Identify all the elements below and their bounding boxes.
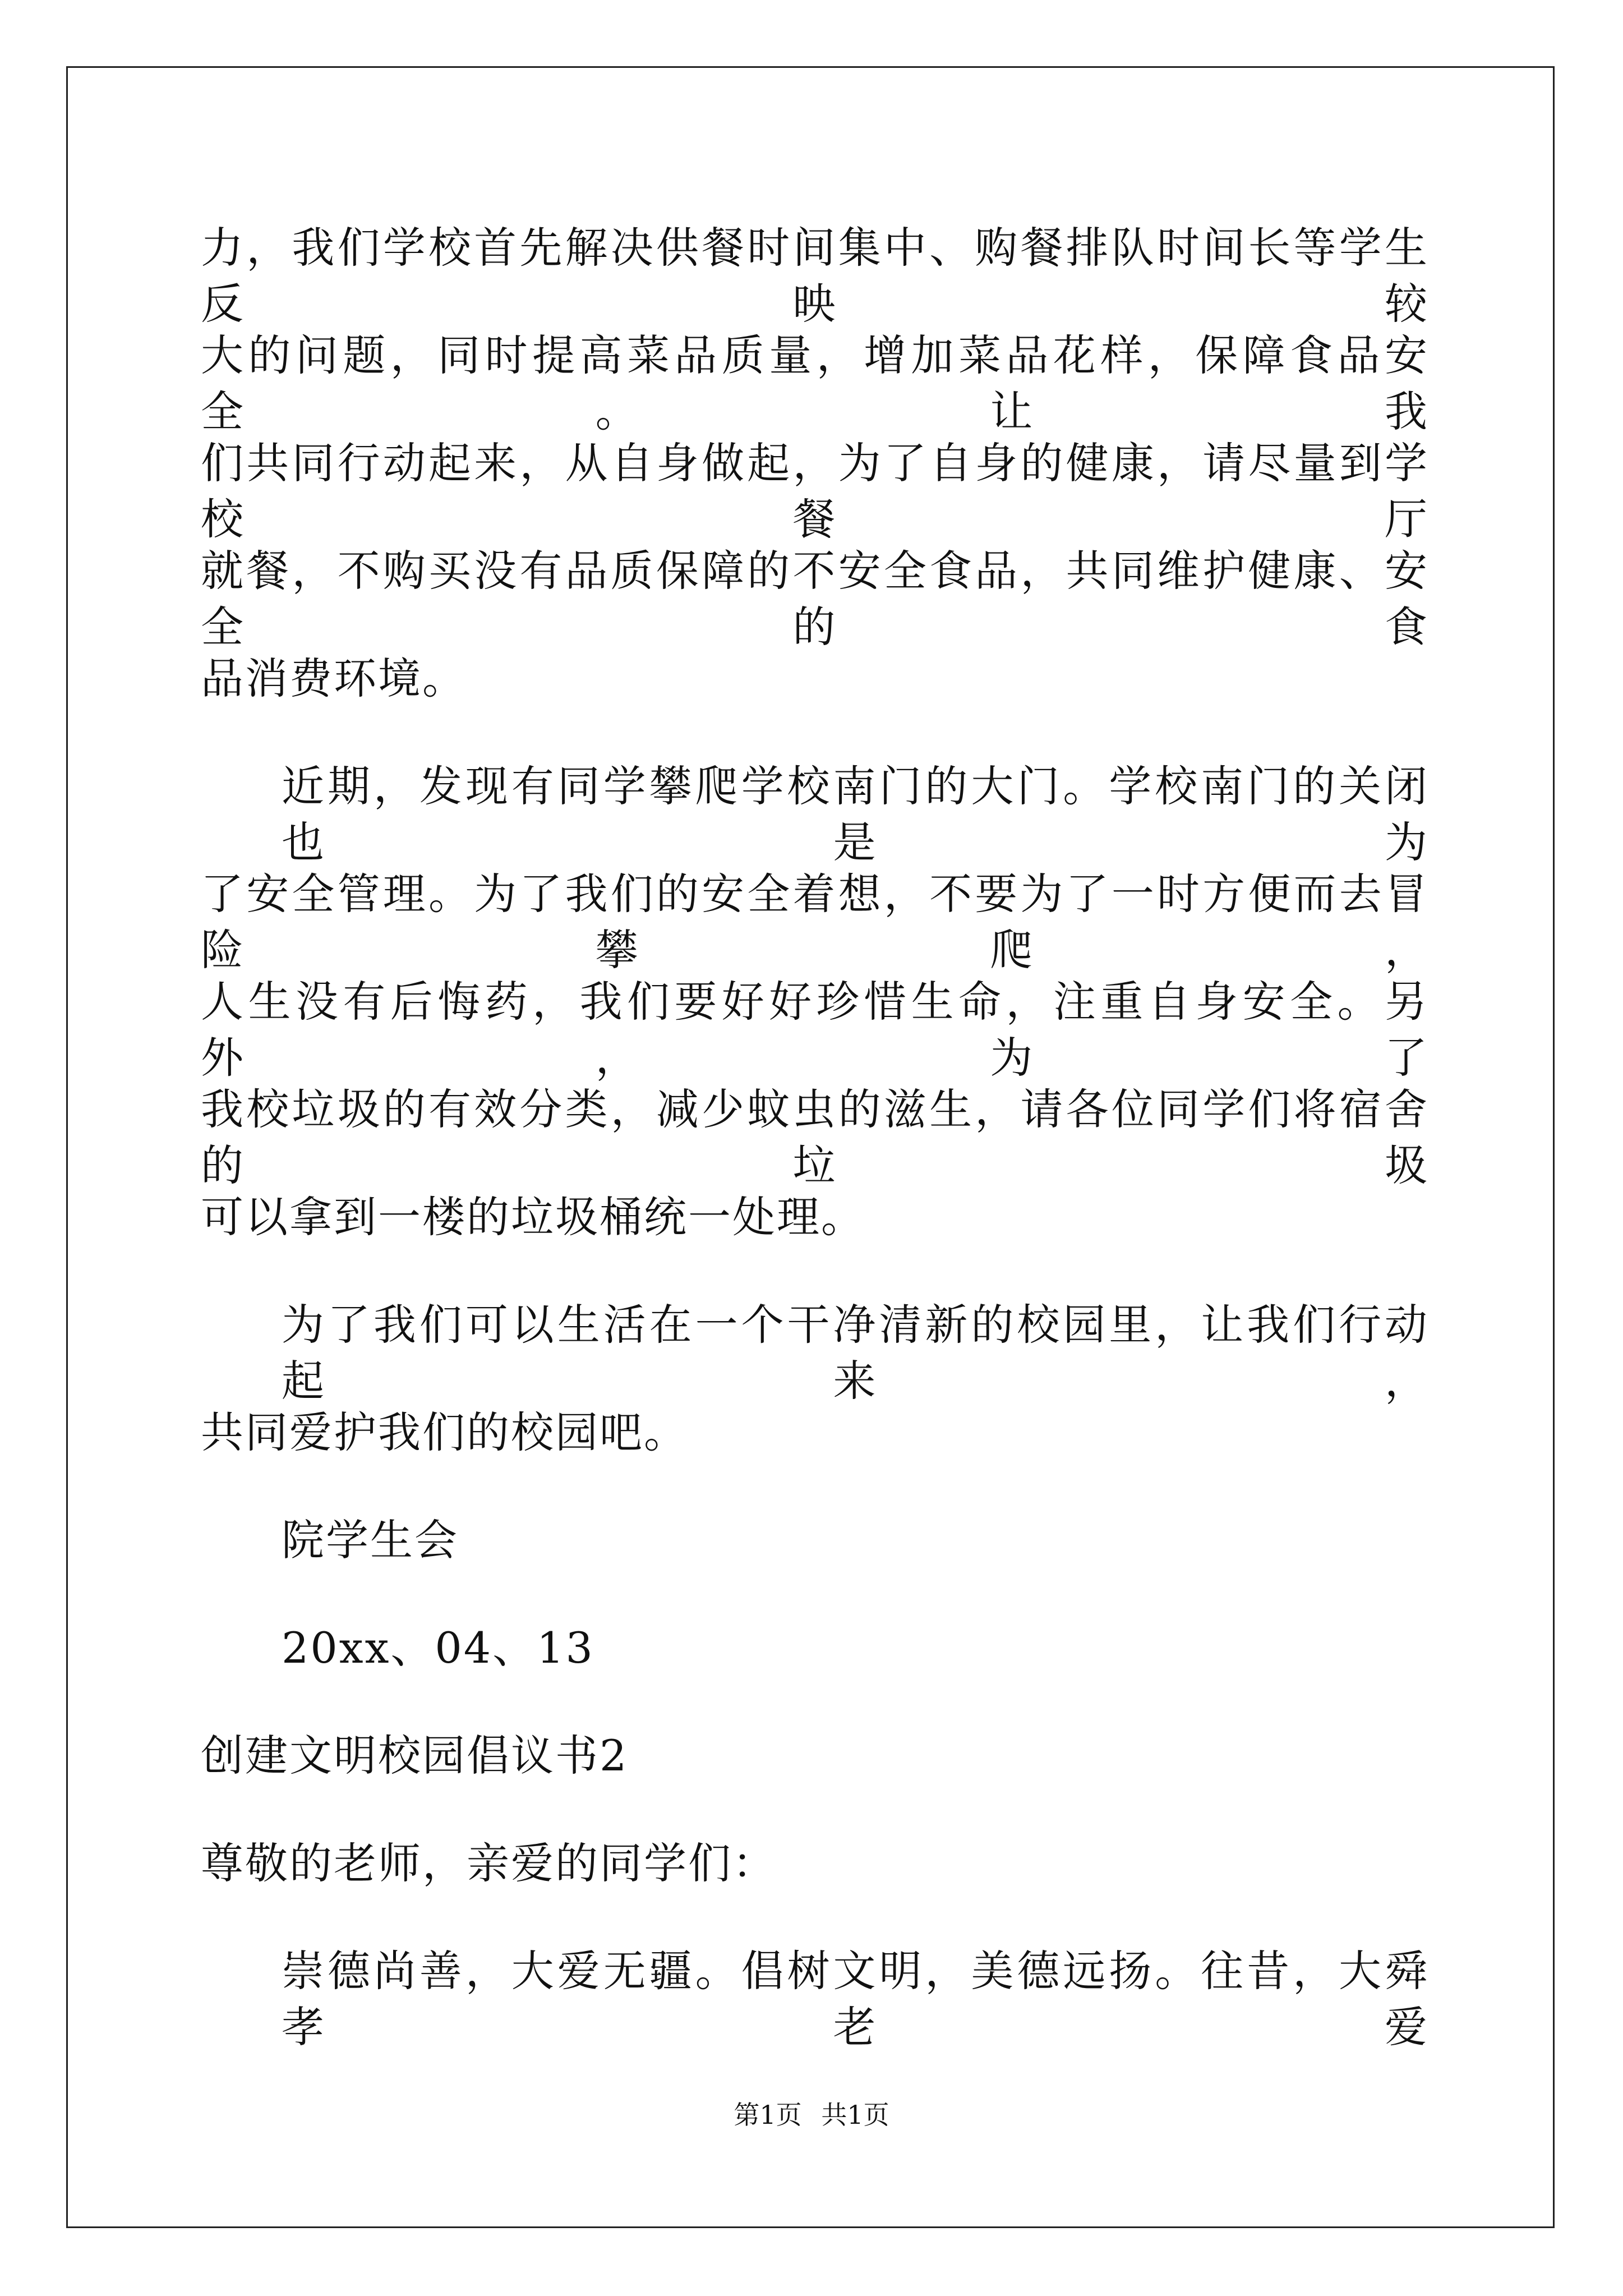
page-total: 共1页	[821, 2100, 889, 2130]
text-line: 了安全管理。为了我们的安全着想，不要为了一时方便而去冒险攀爬，	[201, 869, 1429, 975]
paragraph-start-line: 为了我们可以生活在一个干净清新的校园里，让我们行动起来，	[282, 1300, 1429, 1406]
signature-org: 院学生会	[282, 1515, 459, 1565]
page-footer	[0, 2098, 1623, 2132]
text-line: 力，我们学校首先解决供餐时间集中、购餐排队时间长等学生反映较	[201, 223, 1429, 329]
section-title: 创建文明校园倡议书2	[201, 1731, 629, 1780]
text-line: 就餐，不购买没有品质保障的不安全食品，共同维护健康、安全的食	[201, 546, 1429, 652]
text-line: 们共同行动起来，从自身做起，为了自身的健康，请尽量到学校餐厅	[201, 438, 1429, 544]
text-line: 共同爱护我们的校园吧。	[201, 1407, 688, 1457]
signature-date: 20xx、04、13	[282, 1623, 594, 1673]
text-line: 可以拿到一楼的垃圾桶统一处理。	[201, 1192, 865, 1242]
text-line: 品消费环境。	[201, 654, 467, 703]
text-line: 我校垃圾的有效分类，减少蚊虫的滋生，请各位同学们将宿舍的垃圾	[201, 1084, 1429, 1190]
paragraph-start-line: 崇德尚善，大爱无疆。倡树文明，美德远扬。往昔，大舜孝老爱	[282, 1946, 1429, 2052]
salutation: 尊敬的老师，亲爱的同学们：	[201, 1838, 777, 1888]
page-number: 第1页	[734, 2100, 802, 2130]
text-line: 人生没有后悔药，我们要好好珍惜生命，注重自身安全。另外，为了	[201, 977, 1429, 1083]
paragraph-start-line: 近期，发现有同学攀爬学校南门的大门。学校南门的关闭也是为	[282, 761, 1429, 867]
text-line: 大的问题，同时提高菜品质量，增加菜品花样，保障食品安全。让我	[201, 330, 1429, 436]
